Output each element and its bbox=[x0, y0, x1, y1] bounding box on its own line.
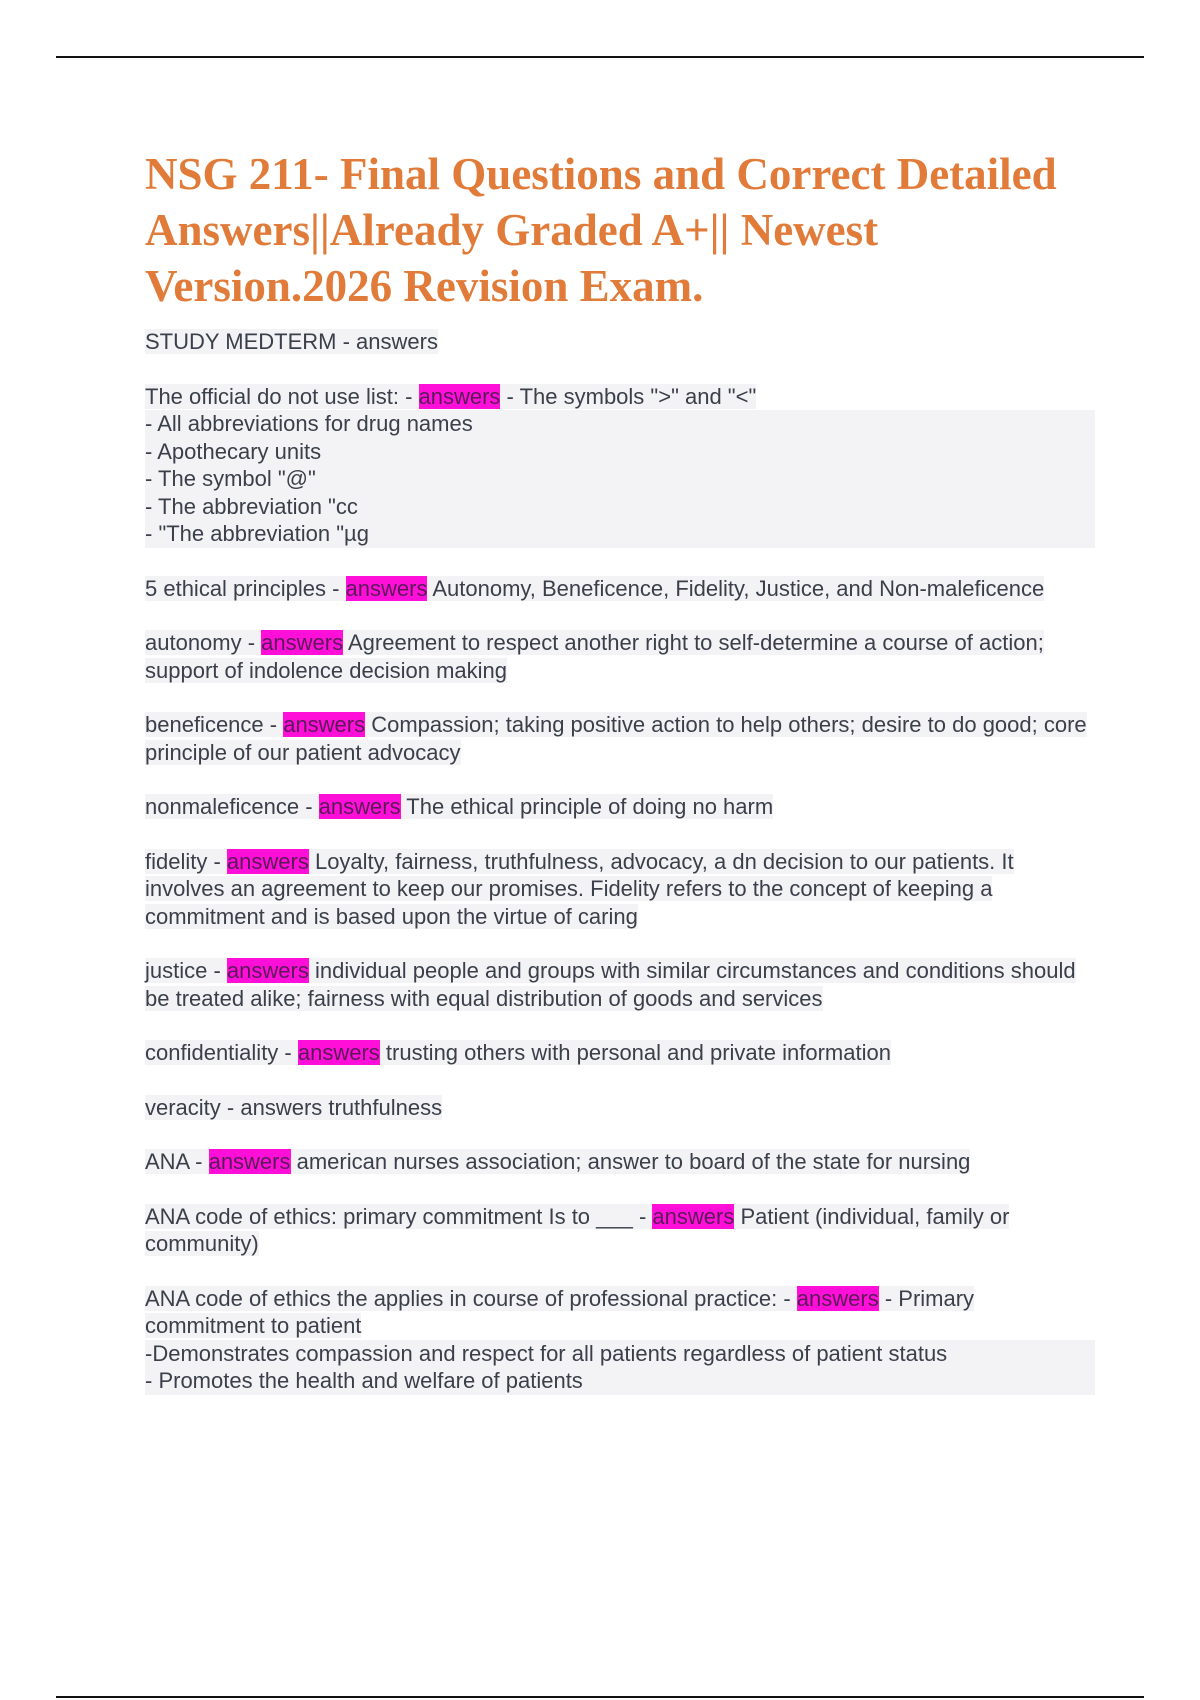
list-item: - "The abbreviation "µg bbox=[145, 520, 1095, 548]
bottom-rule bbox=[56, 1696, 1144, 1698]
entry-veracity: veracity - answers truthfulness bbox=[145, 1094, 443, 1120]
list-item: - All abbreviations for drug names bbox=[145, 410, 1095, 438]
entry-term: confidentiality - bbox=[145, 1040, 298, 1065]
entry-nonmaleficence bbox=[145, 793, 1095, 821]
answer-highlight: answers bbox=[297, 1040, 380, 1065]
list-item: -Demonstrates compassion and respect for all patients regardless of patient status bbox=[145, 1340, 1095, 1368]
entry-definition: Compassion; taking positive action to help others; desire to do good; core principle of our patient advocacy bbox=[145, 712, 1087, 765]
entry-definition: individual people and groups with similar circumstances and conditions should be treated alike; fairness with equal distribution of goods and services bbox=[145, 958, 1076, 1011]
entry-term: fidelity - bbox=[145, 848, 227, 874]
entry-confidentiality bbox=[145, 1039, 1095, 1067]
entry-definition: Agreement to respect another right to self-determine a course of action; support of indolence decision making bbox=[145, 630, 1044, 683]
entry-ethical-principles bbox=[145, 575, 1095, 603]
entry-definition: Autonomy, Beneficence, Fidelity, Justice, and Non-maleficence bbox=[427, 575, 1045, 601]
answer-highlight: answers bbox=[261, 630, 344, 655]
entry-ana bbox=[145, 1148, 1095, 1176]
answer-highlight: answers bbox=[345, 575, 428, 601]
entry-term: ANA code of ethics: primary commitment Is to ___ - bbox=[145, 1203, 653, 1229]
answer-highlight: answers bbox=[418, 383, 501, 409]
entry-term: justice - bbox=[145, 958, 227, 983]
entry-justice bbox=[145, 957, 1095, 1012]
entry-definition: The ethical principle of doing no harm bbox=[400, 794, 774, 819]
top-rule bbox=[56, 56, 1144, 58]
entry-fidelity bbox=[145, 848, 1095, 931]
entry-term: ANA code of ethics the applies in course of professional practice: - bbox=[145, 1285, 797, 1311]
entry-ana-code-practice bbox=[145, 1285, 1095, 1395]
entry-definition: - The symbols ">" and "<" bbox=[500, 383, 757, 409]
list-item: - The abbreviation "cc bbox=[145, 493, 1095, 521]
entry-ana-code-primary bbox=[145, 1203, 1095, 1258]
entry-term: ANA - bbox=[145, 1149, 209, 1174]
entry-do-not-use-list bbox=[145, 383, 1095, 548]
document-title: NSG 211- Final Questions and Correct Detailed Answers||Already Graded A+|| Newest Version.2026 Revision Exam. bbox=[145, 149, 1057, 311]
answer-highlight: answers bbox=[208, 1149, 291, 1174]
answer-highlight: answers bbox=[283, 712, 366, 737]
answer-highlight: answers bbox=[652, 1203, 735, 1229]
answer-highlight: answers bbox=[226, 958, 309, 983]
entry-autonomy bbox=[145, 629, 1095, 684]
entry-definition: - Primary commitment to patient bbox=[145, 1285, 975, 1338]
entry-term: nonmaleficence - bbox=[145, 794, 319, 819]
entry-term: The official do not use list: - bbox=[145, 383, 419, 409]
entry-study-medterm: STUDY MEDTERM - answers bbox=[145, 329, 438, 354]
entry-term: beneficence - bbox=[145, 712, 284, 737]
entry-definition: trusting others with personal and private information bbox=[379, 1040, 891, 1065]
list-item: - Apothecary units bbox=[145, 438, 1095, 466]
entry-definition: Patient (individual, family or community) bbox=[145, 1203, 1010, 1256]
answer-highlight: answers bbox=[318, 794, 401, 819]
list-item: - Promotes the health and welfare of patients bbox=[145, 1367, 1095, 1395]
entry-beneficence bbox=[145, 711, 1095, 766]
entry-definition: american nurses association; answer to board of the state for nursing bbox=[290, 1149, 971, 1174]
list-item: - The symbol "@" bbox=[145, 465, 1095, 493]
entry-term: 5 ethical principles - bbox=[145, 575, 346, 601]
answer-highlight: answers bbox=[226, 848, 309, 874]
entry-definition: Loyalty, fairness, truthfulness, advocacy, a dn decision to our patients. It involves an agreement to keep our promises. Fidelity refers to the concept of keeping a commitment and is based upon the virtue of caring bbox=[145, 848, 1014, 929]
answer-highlight: answers bbox=[796, 1285, 879, 1311]
entry-term: autonomy - bbox=[145, 630, 262, 655]
document-body bbox=[145, 146, 1095, 1422]
